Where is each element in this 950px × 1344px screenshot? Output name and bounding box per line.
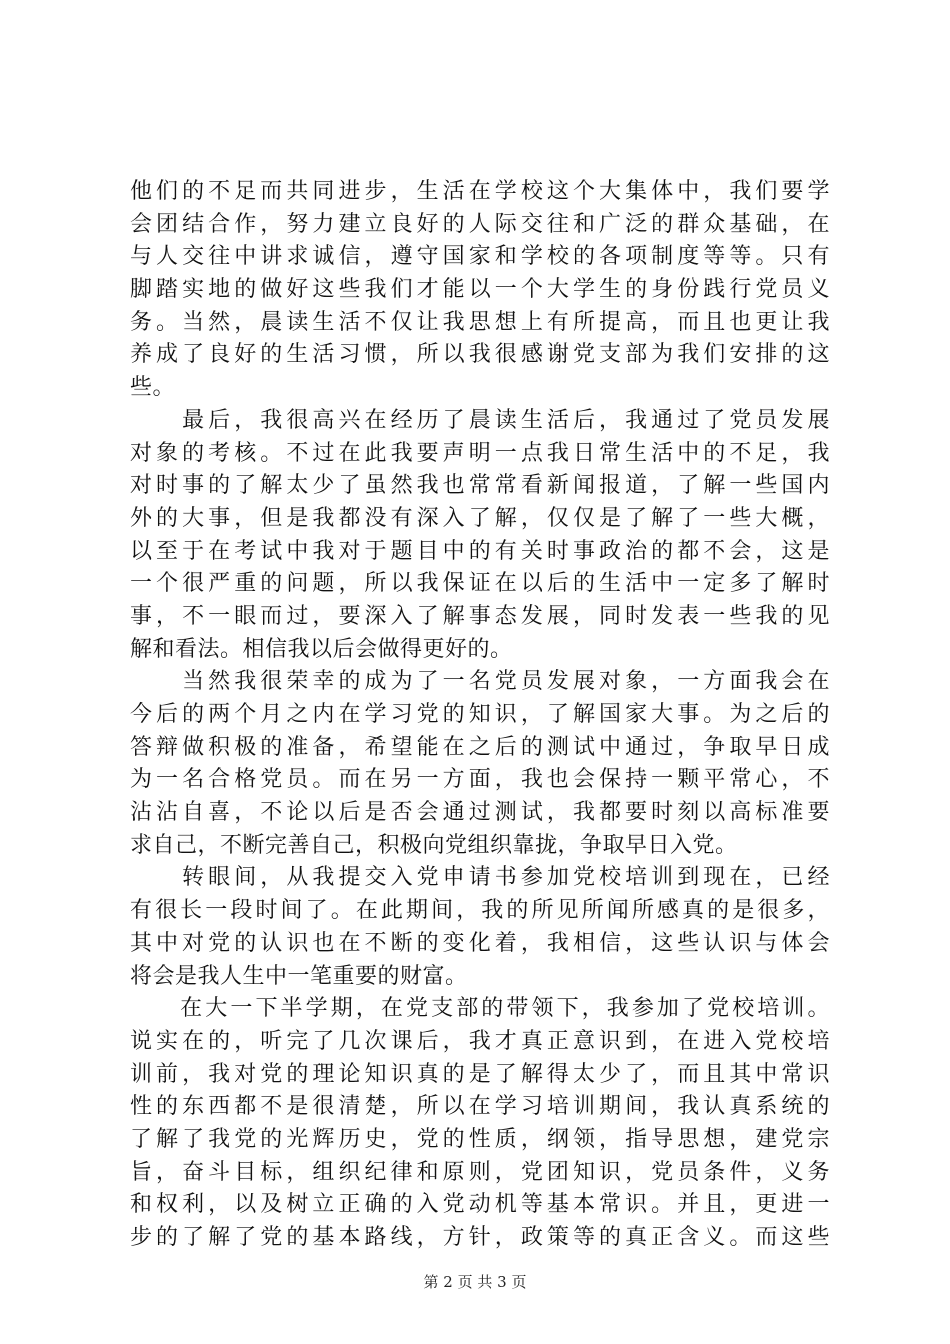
text-line: 了解了我党的光辉历史，党的性质，纲领，指导思想，建党宗	[130, 1126, 830, 1152]
text-line: 在大一下半学期，在党支部的带领下，我参加了党校培训。	[130, 996, 830, 1022]
text-line: 和权利，以及树立正确的入党动机等基本常识。并且，更进一	[130, 1192, 830, 1218]
text-line: 解和看法。相信我以后会做得更好的。	[130, 636, 513, 662]
text-line: 以至于在考试中我对于题目中的有关时事政治的都不会，这是	[130, 538, 830, 564]
text-line: 务。当然，晨读生活不仅让我思想上有所提高，而且也更让我	[130, 309, 830, 335]
text-line: 将会是我人生中一笔重要的财富。	[130, 963, 468, 989]
text-line: 养成了良好的生活习惯，所以我很感谢党支部为我们安排的这	[130, 342, 830, 368]
body-text	[130, 176, 830, 1255]
page-footer: 第 2 页 共 3 页	[423, 1273, 527, 1291]
text-line: 其中对党的认识也在不断的变化着，我相信，这些认识与体会	[130, 930, 830, 956]
text-line: 为一名合格党员。而在另一方面，我也会保持一颗平常心，不	[130, 767, 830, 793]
text-line: 说实在的，听完了几次课后，我才真正意识到，在进入党校培	[130, 1028, 830, 1054]
text-line: 脚踏实地的做好这些我们才能以一个大学生的身份践行党员义	[130, 277, 830, 303]
text-line: 对象的考核。不过在此我要声明一点我日常生活中的不足，我	[130, 440, 830, 466]
text-line: 最后，我很高兴在经历了晨读生活后，我通过了党员发展	[130, 407, 830, 433]
text-line: 些。	[130, 375, 176, 401]
text-line: 求自己，不断完善自己，积极向党组织靠拢，争取早日入党。	[130, 832, 738, 858]
text-line: 与人交往中讲求诚信，遵守国家和学校的各项制度等等。只有	[130, 244, 830, 270]
text-line: 事，不一眼而过，要深入了解事态发展，同时发表一些我的见	[130, 603, 830, 629]
text-line: 他们的不足而共同进步，生活在学校这个大集体中，我们要学	[130, 179, 830, 204]
text-line: 当然我很荣幸的成为了一名党员发展对象，一方面我会在	[130, 669, 830, 695]
text-line: 今后的两个月之内在学习党的知识，了解国家大事。为之后的	[130, 702, 830, 727]
text-line: 步的了解了党的基本路线，方针，政策等的真正含义。而这些	[130, 1225, 830, 1250]
text-line: 训前，我对党的理论知识真的是了解得太少了，而且其中常识	[130, 1061, 830, 1087]
text-line: 性的东西都不是很清楚，所以在学习培训期间，我认真系统的	[130, 1094, 830, 1120]
text-line: 旨，奋斗目标，组织纪律和原则，党团知识，党员条件，义务	[130, 1159, 830, 1185]
text-line: 对时事的了解太少了虽然我也常常看新闻报道，了解一些国内	[130, 473, 830, 499]
text-line: 外的大事，但是我都没有深入了解，仅仅是了解了一些大概，	[130, 505, 830, 531]
text-line: 沾沾自喜，不论以后是否会通过测试，我都要时刻以高标准要	[130, 800, 830, 826]
text-line: 有很长一段时间了。在此期间，我的所见所闻所感真的是很多，	[130, 898, 830, 924]
text-line: 一个很严重的问题，所以我保证在以后的生活中一定多了解时	[130, 571, 830, 597]
text-line: 答辩做积极的准备，希望能在之后的测试中通过，争取早日成	[130, 734, 830, 760]
text-line: 会团结合作，努力建立良好的人际交往和广泛的群众基础，在	[130, 211, 830, 237]
text-line: 转眼间，从我提交入党申请书参加党校培训到现在，已经	[130, 865, 830, 891]
